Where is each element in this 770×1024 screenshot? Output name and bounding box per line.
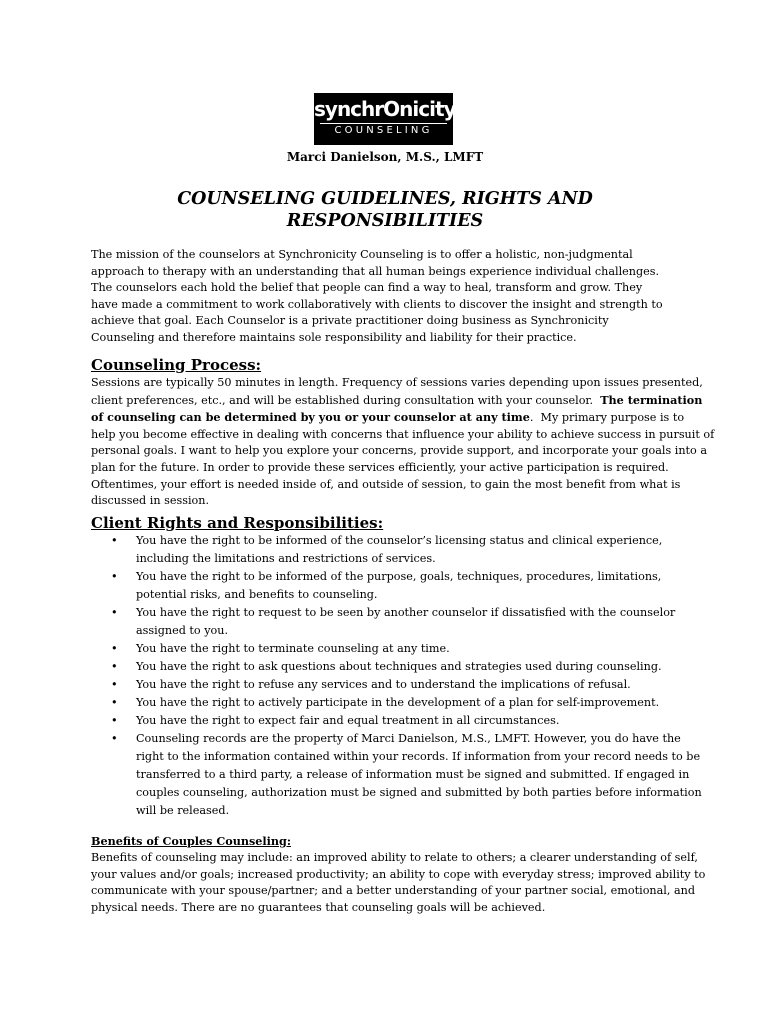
process-text: client preferences, etc., and will be established during consultation with your counselor. [91, 393, 601, 407]
title-line-1: COUNSELING GUIDELINES, RIGHTS AND [177, 189, 593, 209]
rights-list [91, 532, 731, 820]
bullet-icon: • [111, 642, 118, 655]
client-rights-heading: Client Rights and Responsibilities: [91, 514, 384, 532]
process-line [91, 409, 731, 427]
author-name: Marci Danielson, M.S., LMFT [286, 150, 484, 164]
list-item-line: You have the right to terminate counseling at any time. [136, 642, 450, 655]
mission-paragraph [91, 247, 731, 347]
list-item-line: will be released. [136, 804, 230, 817]
counseling-process-heading: Counseling Process: [91, 356, 262, 374]
list-item [91, 640, 731, 658]
list-item-line: including the limitations and restrictions of services. [136, 552, 436, 565]
logo-wordmark: synchrOnicity [314, 97, 456, 121]
bullet-icon: • [111, 678, 118, 691]
list-item-line: You have the right to actively participate in the development of a plan for self-improvement. [136, 696, 660, 709]
list-item [91, 694, 731, 712]
list-item-line: You have the right to expect fair and equal treatment in all circumstances. [136, 714, 560, 727]
list-item [91, 568, 731, 604]
bullet-icon: • [111, 570, 118, 583]
list-item [91, 604, 731, 640]
list-item-line: transferred to a third party, a release of information must be signed and submitted. If engaged in [136, 768, 690, 781]
list-item [91, 730, 731, 820]
counseling-process-paragraph [91, 375, 731, 510]
bullet-icon: • [111, 660, 118, 673]
couples-line: your values and/or goals; increased productivity; an ability to cope with everyday stress; improved ability to [91, 867, 706, 881]
list-item-line: couples counseling, authorization must be signed and submitted by both parties before information [136, 786, 702, 799]
synchronicity-logo [314, 93, 456, 145]
list-item-line: You have the right to be informed of the counselor’s licensing status and clinical experience, [136, 534, 663, 547]
list-item-line: You have the right to ask questions about techniques and strategies used during counseling. [136, 660, 662, 673]
mission-line: The counselors each hold the belief that people can find a way to heal, transform and grow. They [91, 281, 643, 295]
mission-line: have made a commitment to work collaboratively with clients to discover the insight and strength to [91, 297, 663, 311]
couples-counseling-heading: Benefits of Couples Counseling: [91, 834, 292, 848]
process-line: help you become effective in dealing with concerns that influence your ability to achieve success in pursuit of [91, 427, 715, 441]
couples-line: communicate with your spouse/partner; and a better understanding of your partner social, emotional, and [91, 884, 696, 898]
list-item-line: Counseling records are the property of Marci Danielson, M.S., LMFT. However, you do have the [136, 732, 681, 745]
couples-counseling-paragraph [91, 850, 731, 916]
process-line: Oftentimes, your effort is needed inside of, and outside of session, to gain the most benefit from what is [91, 477, 681, 491]
list-item [91, 712, 731, 730]
bullet-icon: • [111, 606, 118, 619]
couples-line: physical needs. There are no guarantees that counseling goals will be achieved. [91, 900, 546, 914]
process-bold-text: of counseling can be determined by you or your counselor at any time [91, 410, 530, 425]
list-item [91, 676, 731, 694]
bullet-icon: • [111, 714, 118, 727]
mission-line: The mission of the counselors at Synchronicity Counseling is to offer a holistic, non-judgmental [91, 248, 633, 261]
list-item [91, 658, 731, 676]
list-item-line: You have the right to refuse any services and to understand the implications of refusal. [136, 678, 631, 691]
mission-line: achieve that goal. Each Counselor is a private practitioner doing business as Synchronicity [91, 314, 609, 328]
process-text: . My primary purpose is to [529, 411, 685, 425]
list-item [91, 532, 731, 568]
title-line-2: RESPONSIBILITIES [286, 211, 484, 231]
list-item-line: You have the right to be informed of the purpose, goals, techniques, procedures, limitations, [136, 570, 662, 583]
process-line: personal goals. I want to help you explore your concerns, provide support, and incorporate your goals into a [91, 444, 708, 458]
process-bold-text: The termination [600, 392, 703, 407]
couples-line: Benefits of counseling may include: an improved ability to relate to others; a clearer understanding of self, [91, 851, 698, 864]
list-item-line: assigned to you. [136, 624, 229, 637]
process-line [91, 392, 731, 410]
list-item-line: potential risks, and benefits to counseling. [136, 588, 378, 601]
logo-subtitle: COUNSELING [320, 123, 447, 138]
process-line: plan for the future. In order to provide these services efficiently, your active participation is required. [91, 460, 669, 474]
bullet-icon: • [111, 732, 118, 745]
bullet-icon: • [111, 534, 118, 547]
document-title [120, 188, 650, 232]
mission-line: Counseling and therefore maintains sole responsibility and liability for their practice. [91, 330, 577, 344]
bullet-icon: • [111, 696, 118, 709]
process-line: discussed in session. [91, 494, 210, 508]
list-item-line: You have the right to request to be seen by another counselor if dissatisfied with the counselor [136, 606, 676, 619]
mission-line: approach to therapy with an understanding that all human beings experience individual challenges. [91, 264, 660, 278]
process-line: Sessions are typically 50 minutes in length. Frequency of sessions varies depending upon issues presented, [91, 376, 703, 389]
list-item-line: right to the information contained within your records. If information from your record needs to be [136, 750, 701, 763]
